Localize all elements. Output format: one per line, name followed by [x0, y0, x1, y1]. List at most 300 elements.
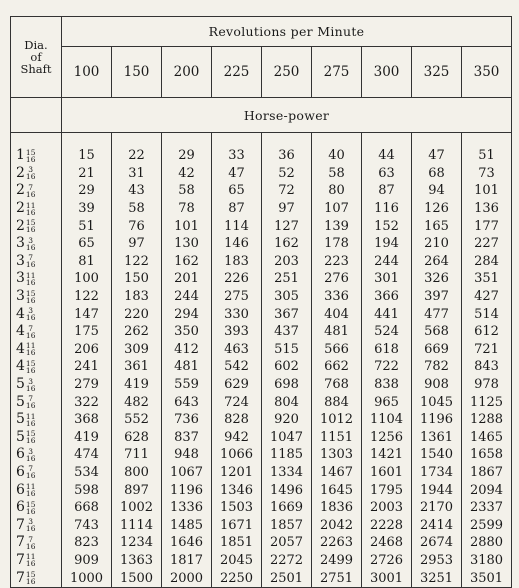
diameter-fraction: [26, 342, 36, 356]
horsepower-cell: 1867: [462, 464, 512, 482]
horsepower-cell: 474: [62, 446, 112, 464]
fraction-denominator: 16: [25, 225, 36, 235]
shaft-diameter-cell: [11, 534, 62, 552]
fraction-denominator: 16: [25, 506, 36, 516]
fraction-numerator: 3: [28, 165, 34, 175]
table-row: [11, 323, 512, 341]
group-header-row: [11, 17, 512, 47]
diameter-whole: 1: [16, 147, 25, 164]
horsepower-cell: 722: [362, 358, 412, 376]
horsepower-cell: 1671: [212, 516, 262, 534]
shaft-diameter-cell: [11, 569, 62, 587]
horsepower-cell: 29: [162, 147, 212, 165]
diameter-fraction: [26, 219, 36, 233]
horsepower-cell: 251: [262, 270, 312, 288]
horsepower-cell: 1361: [412, 429, 462, 447]
horsepower-cell: 241: [62, 358, 112, 376]
fraction-numerator: 11: [25, 341, 36, 351]
horsepower-cell: 122: [62, 288, 112, 306]
diameter-whole: 6: [16, 499, 25, 516]
horsepower-cell: 743: [62, 516, 112, 534]
horsepower-cell: 81: [62, 253, 112, 271]
spacer-cell: [112, 133, 162, 148]
fraction-denominator: 16: [25, 242, 36, 252]
horsepower-cell: 152: [362, 217, 412, 235]
horsepower-cell: 97: [112, 235, 162, 253]
shaft-diameter-cell: [11, 464, 62, 482]
table-row: [11, 235, 512, 253]
diameter-fraction: [26, 307, 36, 321]
fraction-denominator: 16: [25, 277, 36, 287]
horsepower-cell: 1836: [312, 499, 362, 517]
fraction-denominator: 16: [25, 207, 36, 217]
shaft-diameter-cell: [11, 253, 62, 271]
diameter-fraction: [26, 413, 36, 427]
horsepower-cell: 1201: [212, 464, 262, 482]
shaft-diameter-cell: [11, 481, 62, 499]
horsepower-cell: 837: [162, 429, 212, 447]
diameter-whole: 7: [16, 534, 25, 551]
spacer-cell: [312, 133, 362, 148]
horsepower-cell: 552: [112, 411, 162, 429]
diameter-whole: 2: [16, 182, 25, 199]
horsepower-table: [10, 16, 512, 588]
horsepower-cell: 264: [412, 253, 462, 271]
horsepower-cell: 87: [362, 182, 412, 200]
horsepower-cell: 1104: [362, 411, 412, 429]
shaft-diameter-cell: [11, 429, 62, 447]
fraction-numerator: 15: [25, 218, 36, 228]
shaft-diameter-cell: [11, 288, 62, 306]
horsepower-cell: 643: [162, 393, 212, 411]
fraction-denominator: 16: [25, 471, 36, 481]
horsepower-cell: 1851: [212, 534, 262, 552]
shaft-diameter-cell: [11, 323, 62, 341]
rpm-header-cell: 350: [462, 47, 512, 98]
horsepower-cell: 1503: [212, 499, 262, 517]
horsepower-cell: 823: [62, 534, 112, 552]
table-row: [11, 569, 512, 587]
dia-label-line: Shaft: [20, 62, 52, 76]
diameter-whole: 6: [16, 481, 25, 498]
horsepower-cell: 2170: [412, 499, 462, 517]
horsepower-cell: 662: [312, 358, 362, 376]
horsepower-cell: 782: [412, 358, 462, 376]
horsepower-cell: 568: [412, 323, 462, 341]
horsepower-cell: 65: [62, 235, 112, 253]
table-row: [11, 464, 512, 482]
diameter-whole: 7: [16, 551, 25, 568]
fraction-denominator: 16: [25, 541, 36, 551]
horsepower-cell: 629: [212, 376, 262, 394]
diameter-fraction: [26, 483, 36, 497]
spacer-cell: [362, 133, 412, 148]
diameter-whole: 3: [16, 288, 25, 305]
diameter-fraction: [26, 430, 36, 444]
fraction-numerator: 15: [25, 288, 36, 298]
horsepower-cell: 612: [462, 323, 512, 341]
horsepower-cell: 94: [412, 182, 462, 200]
shaft-diameter-cell: [11, 411, 62, 429]
horsepower-cell: 1303: [312, 446, 362, 464]
horsepower-cell: 36: [262, 147, 312, 165]
horsepower-cell: 177: [462, 217, 512, 235]
fraction-numerator: 7: [28, 394, 34, 404]
table-row: [11, 341, 512, 359]
horsepower-cell: 515: [262, 341, 312, 359]
horsepower-cell: 220: [112, 305, 162, 323]
table-row: [11, 376, 512, 394]
spacer-cell: [62, 133, 112, 148]
horsepower-cell: 101: [162, 217, 212, 235]
diameter-fraction: [26, 395, 36, 409]
horsepower-cell: 97: [262, 200, 312, 218]
horsepower-cell: 514: [462, 305, 512, 323]
horsepower-cell: 2094: [462, 481, 512, 499]
diameter-whole: 2: [16, 164, 25, 181]
horsepower-cell: 419: [112, 376, 162, 394]
table-row: [11, 411, 512, 429]
diameter-whole: 5: [16, 376, 25, 393]
rpm-group-header: Revolutions per Minute: [62, 17, 512, 47]
table-row: [11, 200, 512, 218]
horsepower-cell: 1601: [362, 464, 412, 482]
horsepower-cell: 52: [262, 165, 312, 183]
fraction-numerator: 3: [28, 306, 34, 316]
horsepower-cell: 1151: [312, 429, 362, 447]
fraction-denominator: 16: [25, 559, 36, 569]
diameter-whole: 7: [16, 516, 25, 533]
horsepower-cell: 1288: [462, 411, 512, 429]
horsepower-cell: 942: [212, 429, 262, 447]
horsepower-cell: 2057: [262, 534, 312, 552]
horsepower-cell: 2042: [312, 516, 362, 534]
horsepower-cell: 351: [462, 270, 512, 288]
horsepower-cell: 1196: [162, 481, 212, 499]
horsepower-cell: 1066: [212, 446, 262, 464]
fraction-denominator: 16: [25, 295, 36, 305]
spacer-cell: [412, 133, 462, 148]
table-row: [11, 516, 512, 534]
horsepower-cell: 33: [212, 147, 262, 165]
diameter-fraction: [26, 237, 36, 251]
rpm-header-cell: 100: [62, 47, 112, 98]
horsepower-cell: 1185: [262, 446, 312, 464]
spacer-cell: [462, 133, 512, 148]
horsepower-cell: 39: [62, 200, 112, 218]
spacer-cell: [262, 133, 312, 148]
horsepower-cell: 2674: [412, 534, 462, 552]
horsepower-cell: 87: [212, 200, 262, 218]
horsepower-cell: 736: [162, 411, 212, 429]
horsepower-cell: 165: [412, 217, 462, 235]
fraction-denominator: 16: [25, 418, 36, 428]
diameter-whole: 3: [16, 235, 25, 252]
shaft-diameter-cell: [11, 446, 62, 464]
horsepower-cell: 1944: [412, 481, 462, 499]
diameter-whole: 4: [16, 323, 25, 340]
horsepower-cell: 598: [62, 481, 112, 499]
horsepower-cell: 1234: [112, 534, 162, 552]
fraction-numerator: 3: [28, 376, 34, 386]
horsepower-cell: 226: [212, 270, 262, 288]
fraction-denominator: 16: [25, 365, 36, 375]
dia-label-line: Dia.: [24, 38, 48, 52]
diameter-whole: 6: [16, 463, 25, 480]
fraction-denominator: 16: [25, 348, 36, 358]
horsepower-cell: 404: [312, 305, 362, 323]
horsepower-cell: 322: [62, 393, 112, 411]
horsepower-cell: 194: [362, 235, 412, 253]
diameter-fraction: [26, 536, 36, 550]
horsepower-cell: 244: [162, 288, 212, 306]
horsepower-cell: 15: [62, 147, 112, 165]
horsepower-cell: 100: [62, 270, 112, 288]
table-row: [11, 552, 512, 570]
horsepower-cell: 1645: [312, 481, 362, 499]
fraction-numerator: 11: [25, 270, 36, 280]
diameter-fraction: [26, 202, 36, 216]
fraction-numerator: 11: [25, 552, 36, 562]
horsepower-cell: 721: [462, 341, 512, 359]
fraction-numerator: 7: [28, 534, 34, 544]
diameter-fraction: [26, 465, 36, 479]
horsepower-cell: 2726: [362, 552, 412, 570]
dia-of-shaft-header: [11, 17, 62, 98]
fraction-denominator: 16: [25, 260, 36, 270]
horsepower-cell: 2599: [462, 516, 512, 534]
horsepower-cell: 463: [212, 341, 262, 359]
horsepower-cell: 978: [462, 376, 512, 394]
horsepower-cell: 22: [112, 147, 162, 165]
diameter-fraction: [26, 254, 36, 268]
shaft-diameter-cell: [11, 182, 62, 200]
diameter-whole: 5: [16, 411, 25, 428]
horsepower-cell: 534: [62, 464, 112, 482]
shaft-diameter-cell: [11, 200, 62, 218]
diameter-whole: 4: [16, 358, 25, 375]
fraction-numerator: 7: [28, 182, 34, 192]
diameter-fraction: [26, 325, 36, 339]
table-body: [11, 133, 512, 588]
horsepower-cell: 1363: [112, 552, 162, 570]
horsepower-cell: 481: [162, 358, 212, 376]
horsepower-cell: 559: [162, 376, 212, 394]
fraction-numerator: 3: [28, 235, 34, 245]
fraction-numerator: 7: [28, 464, 34, 474]
shaft-diameter-cell: [11, 516, 62, 534]
table-row: [11, 358, 512, 376]
fraction-denominator: 16: [25, 401, 36, 411]
diameter-whole: 5: [16, 393, 25, 410]
diameter-fraction: [26, 518, 36, 532]
horsepower-cell: 3180: [462, 552, 512, 570]
horsepower-cell: 2501: [262, 569, 312, 587]
rpm-header-cell: 300: [362, 47, 412, 98]
horsepower-cell: 309: [112, 341, 162, 359]
horsepower-cell: 1500: [112, 569, 162, 587]
horsepower-cell: 1485: [162, 516, 212, 534]
horsepower-cell: 1421: [362, 446, 412, 464]
horsepower-cell: 162: [262, 235, 312, 253]
horsepower-cell: 412: [162, 341, 212, 359]
horsepower-cell: 843: [462, 358, 512, 376]
horsepower-cell: 1496: [262, 481, 312, 499]
horsepower-cell: 275: [212, 288, 262, 306]
horsepower-cell: 366: [362, 288, 412, 306]
horsepower-cell: 43: [112, 182, 162, 200]
horsepower-cell: 227: [462, 235, 512, 253]
dia-label-line: of: [30, 50, 42, 64]
table-row: [11, 305, 512, 323]
horsepower-cell: 1067: [162, 464, 212, 482]
horsepower-cell: 330: [212, 305, 262, 323]
horsepower-cell: 368: [62, 411, 112, 429]
horsepower-cell: 2499: [312, 552, 362, 570]
fraction-numerator: 15: [25, 499, 36, 509]
horsepower-cell: 1256: [362, 429, 412, 447]
horsepower-cell: 201: [162, 270, 212, 288]
horsepower-cell: 68: [412, 165, 462, 183]
horsepower-cell: 477: [412, 305, 462, 323]
horsepower-cell: 828: [212, 411, 262, 429]
horsepower-cell: 2045: [212, 552, 262, 570]
horsepower-cell: 698: [262, 376, 312, 394]
horsepower-cell: 223: [312, 253, 362, 271]
horsepower-cell: 2751: [312, 569, 362, 587]
horsepower-cell: 101: [462, 182, 512, 200]
shaft-diameter-cell: [11, 305, 62, 323]
horsepower-cell: 206: [62, 341, 112, 359]
horsepower-cell: 628: [112, 429, 162, 447]
fraction-numerator: 11: [25, 411, 36, 421]
horsepower-cell: 1012: [312, 411, 362, 429]
horsepower-cell: 2414: [412, 516, 462, 534]
fraction-numerator: 15: [25, 358, 36, 368]
diameter-fraction: [26, 501, 36, 515]
horsepower-cell: 2272: [262, 552, 312, 570]
diameter-fraction: [26, 290, 36, 304]
horsepower-header-row: [11, 98, 512, 133]
horsepower-cell: 618: [362, 341, 412, 359]
horsepower-cell: 58: [112, 200, 162, 218]
diameter-fraction: [26, 448, 36, 462]
table-row: [11, 446, 512, 464]
horsepower-cell: 1336: [162, 499, 212, 517]
horsepower-cell: 2880: [462, 534, 512, 552]
table-row: [11, 165, 512, 183]
horsepower-cell: 336: [312, 288, 362, 306]
shaft-diameter-cell: [11, 393, 62, 411]
horsepower-cell: 147: [62, 305, 112, 323]
horsepower-cell: 397: [412, 288, 462, 306]
horsepower-cell: 114: [212, 217, 262, 235]
fraction-numerator: 7: [28, 323, 34, 333]
fraction-denominator: 16: [25, 189, 36, 199]
horsepower-cell: 175: [62, 323, 112, 341]
diameter-whole: 4: [16, 340, 25, 357]
shaft-diameter-cell: [11, 217, 62, 235]
horsepower-cell: 427: [462, 288, 512, 306]
horsepower-cell: 116: [362, 200, 412, 218]
fraction-denominator: 16: [25, 453, 36, 463]
horsepower-cell: 2468: [362, 534, 412, 552]
horsepower-cell: 262: [112, 323, 162, 341]
horsepower-cell: 305: [262, 288, 312, 306]
diameter-fraction: [26, 272, 36, 286]
diameter-whole: 4: [16, 305, 25, 322]
table-row: [11, 253, 512, 271]
horsepower-cell: 884: [312, 393, 362, 411]
horsepower-cell: 482: [112, 393, 162, 411]
horsepower-cell: 42: [162, 165, 212, 183]
spacer-cell: [11, 133, 62, 148]
horsepower-cell: 361: [112, 358, 162, 376]
horsepower-cell: 127: [262, 217, 312, 235]
horsepower-cell: 3251: [412, 569, 462, 587]
shaft-diameter-cell: [11, 499, 62, 517]
shaft-diameter-cell: [11, 270, 62, 288]
horsepower-cell: 437: [262, 323, 312, 341]
horsepower-subheader: Horse-power: [62, 98, 512, 133]
table-row: [11, 499, 512, 517]
horsepower-cell: 44: [362, 147, 412, 165]
horsepower-cell: 2263: [312, 534, 362, 552]
spacer-cell: [162, 133, 212, 148]
horsepower-cell: 1196: [412, 411, 462, 429]
fraction-denominator: 16: [25, 436, 36, 446]
horsepower-cell: 965: [362, 393, 412, 411]
rpm-header-cell: 275: [312, 47, 362, 98]
horsepower-cell: 602: [262, 358, 312, 376]
diameter-whole: 3: [16, 252, 25, 269]
horsepower-cell: 2337: [462, 499, 512, 517]
horsepower-cell: 76: [112, 217, 162, 235]
table-row: [11, 182, 512, 200]
shaft-diameter-cell: [11, 147, 62, 165]
table-row: [11, 481, 512, 499]
horsepower-cell: 1465: [462, 429, 512, 447]
horsepower-cell: 3501: [462, 569, 512, 587]
horsepower-cell: 72: [262, 182, 312, 200]
table-row: [11, 393, 512, 411]
diameter-fraction: [26, 166, 36, 180]
horsepower-cell: 542: [212, 358, 262, 376]
horsepower-cell: 800: [112, 464, 162, 482]
fraction-numerator: 11: [25, 200, 36, 210]
rpm-header-cell: 325: [412, 47, 462, 98]
shaft-diameter-cell: [11, 165, 62, 183]
horsepower-cell: 1540: [412, 446, 462, 464]
horsepower-cell: 1857: [262, 516, 312, 534]
horsepower-cell: 524: [362, 323, 412, 341]
rpm-header-cell: 225: [212, 47, 262, 98]
fraction-denominator: 16: [25, 577, 36, 587]
horsepower-cell: 51: [462, 147, 512, 165]
horsepower-cell: 203: [262, 253, 312, 271]
shaft-diameter-cell: [11, 376, 62, 394]
diameter-fraction: [26, 553, 36, 567]
table-row: [11, 147, 512, 165]
horsepower-cell: 367: [262, 305, 312, 323]
horsepower-cell: 768: [312, 376, 362, 394]
diameter-whole: 2: [16, 200, 25, 217]
diameter-whole: 3: [16, 270, 25, 287]
horsepower-cell: 29: [62, 182, 112, 200]
fraction-denominator: 16: [25, 489, 36, 499]
horsepower-cell: 40: [312, 147, 362, 165]
horsepower-cell: 1002: [112, 499, 162, 517]
